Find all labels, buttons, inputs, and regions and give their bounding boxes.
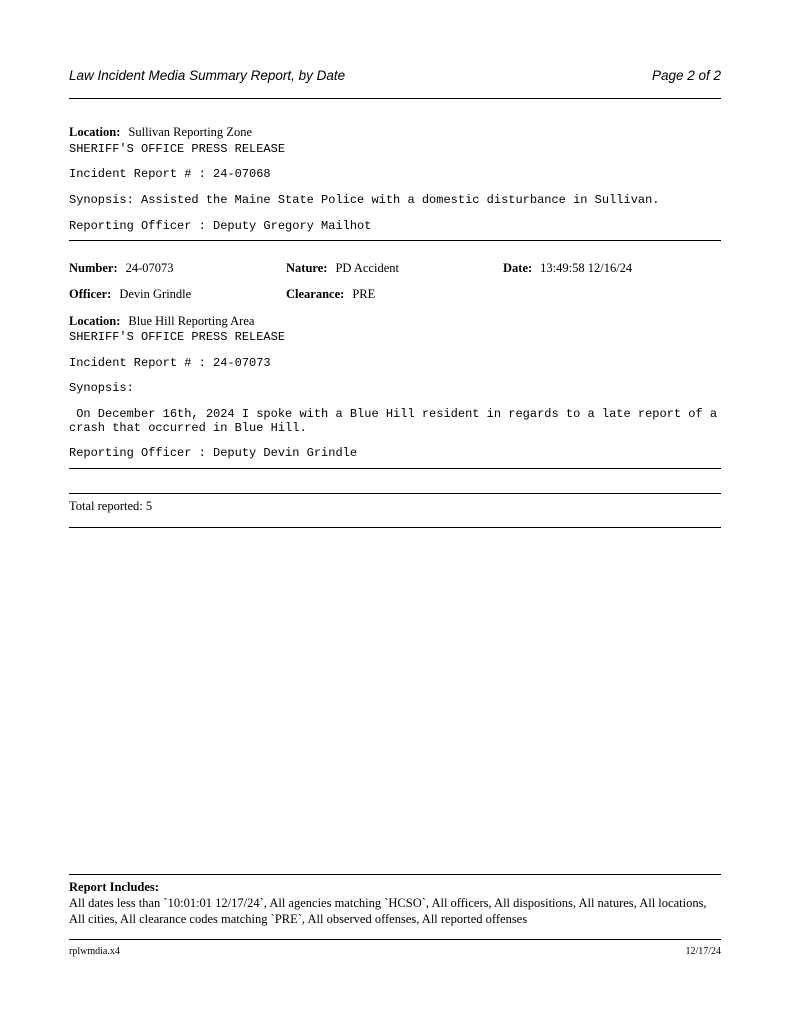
page-number: Page 2 of 2 [651,68,721,83]
record1-synopsis: Synopsis: Assisted the Maine State Police with a domestic disturbance in Sullivan. [69,193,660,207]
record-divider [69,240,721,241]
total-top-divider [69,493,721,494]
record2-synopsis-label: Synopsis: [69,381,134,395]
record2-incident-number: Incident Report # : 24-07073 [69,356,271,370]
report-print-date: 12/17/24 [685,946,721,957]
officer-value: Devin Grindle [119,287,192,301]
report-includes-label: Report Includes: [69,880,159,894]
record2-number [69,261,174,276]
location-label: Location: [69,125,121,139]
record1-incident-number: Incident Report # : 24-07068 [69,167,271,181]
record2-nature [286,261,399,276]
number-label: Number: [69,261,118,275]
record2-date [503,261,632,276]
clearance-value: PRE [352,287,376,301]
report-includes-text: All dates less than `10:01:01 12/17/24`, All agencies matching `HCSO`, All officers, All dispositions, All natures, All locations, All cities, All clearance codes matching `PRE`, All observed offenses, All reported offenses [69,896,707,926]
date-value: 13:49:58 12/16/24 [540,261,633,275]
record2-synopsis-line1: On December 16th, 2024 I spoke with a Blue Hill resident in regards to a late report of a [69,407,718,421]
record-divider [69,468,721,469]
record1-location [69,125,252,140]
record2-officer [69,287,191,302]
clearance-label: Clearance: [286,287,345,301]
record2-synopsis-line2: crash that occurred in Blue Hill. [69,421,307,435]
total-bottom-divider [69,527,721,528]
number-value: 24-07073 [125,261,174,275]
report-file-name: rplwmdia.x4 [69,946,120,957]
location-value: Blue Hill Reporting Area [128,314,255,328]
record1-reporting-officer: Reporting Officer : Deputy Gregory Mailhot [69,219,372,233]
nature-label: Nature: [286,261,328,275]
date-label: Date: [503,261,533,275]
location-label: Location: [69,314,121,328]
record2-reporting-officer: Reporting Officer : Deputy Devin Grindle [69,446,358,460]
footer-bottom-divider [69,939,721,940]
report-title: Law Incident Media Summary Report, by Date [69,68,346,83]
record2-location [69,314,254,329]
nature-value: PD Accident [335,261,399,275]
record2-press-release: SHERIFF'S OFFICE PRESS RELEASE [69,330,286,344]
location-value: Sullivan Reporting Zone [128,125,252,139]
footer-top-divider [69,874,721,875]
record2-clearance [286,287,375,302]
header-divider [69,98,721,99]
total-reported: Total reported: 5 [69,499,153,513]
officer-label: Officer: [69,287,112,301]
record1-press-release: SHERIFF'S OFFICE PRESS RELEASE [69,142,286,156]
